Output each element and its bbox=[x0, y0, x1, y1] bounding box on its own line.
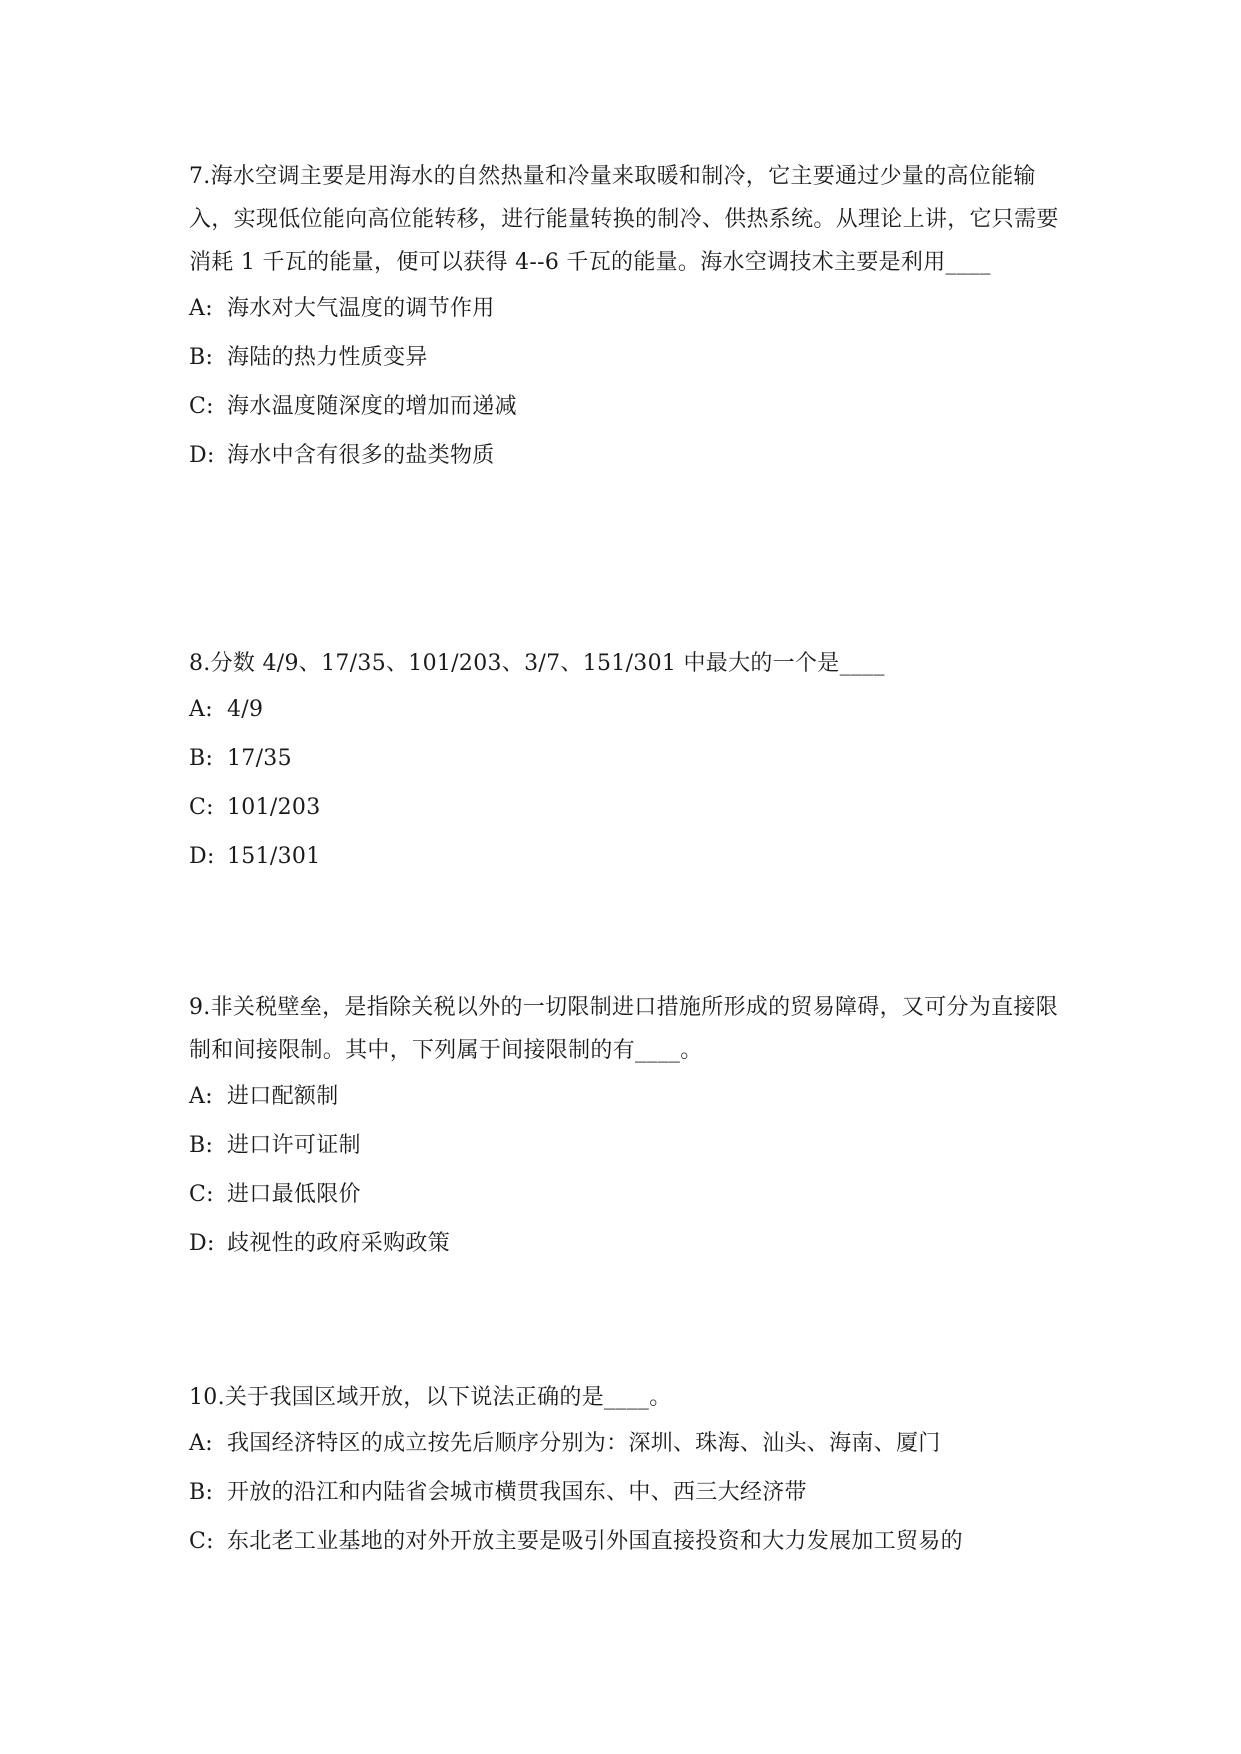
option-c bbox=[189, 1170, 1059, 1219]
option-d bbox=[189, 1219, 1059, 1268]
option-letter: B: bbox=[189, 746, 214, 771]
option-text: 进口许可证制 bbox=[227, 1133, 361, 1158]
option-text: 海水中含有很多的盐类物质 bbox=[227, 443, 495, 468]
option-text: 开放的沿江和内陆省会城市横贯我国东、中、西三大经济带 bbox=[227, 1480, 807, 1505]
option-letter: A: bbox=[189, 296, 213, 321]
question-9 bbox=[189, 986, 1059, 1268]
option-text: 101/203 bbox=[227, 795, 321, 820]
option-b bbox=[189, 1468, 1059, 1517]
question-stem: 9.非关税壁垒，是指除关税以外的一切限制进口措施所形成的贸易障碍，又可分为直接限制和间接限制。其中，下列属于间接限制的有____。 bbox=[189, 995, 1058, 1063]
option-c bbox=[189, 382, 1059, 431]
option-b bbox=[189, 1121, 1059, 1170]
option-text: 151/301 bbox=[227, 844, 321, 869]
option-letter: A: bbox=[189, 1431, 213, 1456]
question-10 bbox=[189, 1376, 1059, 1566]
option-letter: D: bbox=[189, 844, 215, 869]
option-a bbox=[189, 685, 1059, 734]
option-text: 海水对大气温度的调节作用 bbox=[227, 296, 495, 321]
option-letter: A: bbox=[189, 1084, 213, 1109]
option-text: 歧视性的政府采购政策 bbox=[227, 1231, 451, 1256]
option-text: 东北老工业基地的对外开放主要是吸引外国直接投资和大力发展加工贸易的 bbox=[227, 1529, 963, 1554]
question-stem: 10.关于我国区域开放，以下说法正确的是____。 bbox=[189, 1385, 672, 1410]
option-a bbox=[189, 284, 1059, 333]
question-8 bbox=[189, 642, 1059, 881]
option-d bbox=[189, 431, 1059, 480]
option-text: 我国经济特区的成立按先后顺序分别为：深圳、珠海、汕头、海南、厦门 bbox=[227, 1431, 941, 1456]
option-letter: D: bbox=[189, 443, 215, 468]
option-a bbox=[189, 1072, 1059, 1121]
option-text: 海陆的热力性质变异 bbox=[227, 345, 428, 370]
option-letter: B: bbox=[189, 1480, 214, 1505]
option-letter: B: bbox=[189, 345, 214, 370]
option-b bbox=[189, 333, 1059, 382]
question-stem: 8.分数 4/9、17/35、101/203、3/7、151/301 中最大的一个是____ bbox=[189, 651, 885, 676]
question-7 bbox=[189, 155, 1059, 480]
option-text: 进口配额制 bbox=[227, 1084, 339, 1109]
option-text: 4/9 bbox=[227, 697, 264, 722]
option-letter: B: bbox=[189, 1133, 214, 1158]
option-letter: D: bbox=[189, 1231, 215, 1256]
option-a bbox=[189, 1419, 1059, 1468]
option-c bbox=[189, 1517, 1059, 1566]
option-b bbox=[189, 734, 1059, 783]
question-stem: 7.海水空调主要是用海水的自然热量和冷量来取暖和制冷，它主要通过少量的高位能输入，实现低位能向高位能转移，进行能量转换的制冷、供热系统。从理论上讲，它只需要消耗 1 千瓦的能量，便可以获得 4--6 千瓦的能量。海水空调技术主要是利用____ bbox=[189, 164, 1059, 275]
option-letter: C: bbox=[189, 394, 214, 419]
option-letter: C: bbox=[189, 795, 214, 820]
option-letter: C: bbox=[189, 1529, 214, 1554]
option-letter: A: bbox=[189, 697, 213, 722]
option-c bbox=[189, 783, 1059, 832]
option-text: 海水温度随深度的增加而递减 bbox=[227, 394, 517, 419]
option-letter: C: bbox=[189, 1182, 214, 1207]
option-text: 进口最低限价 bbox=[227, 1182, 361, 1207]
option-d bbox=[189, 832, 1059, 881]
option-text: 17/35 bbox=[227, 746, 292, 771]
